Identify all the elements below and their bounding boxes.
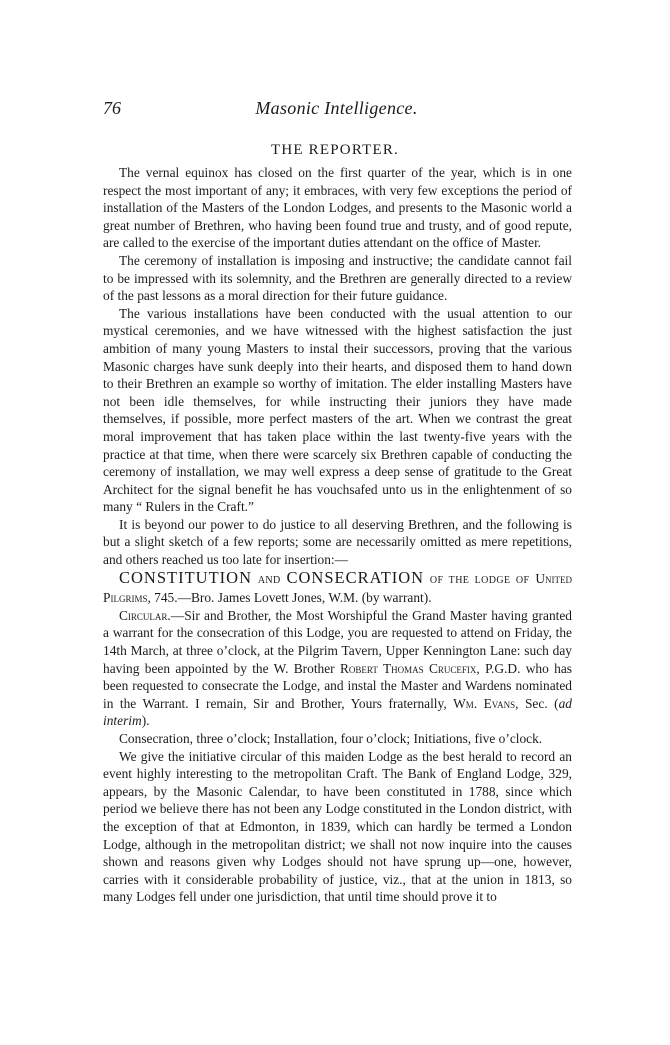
paragraph-ceremony: The ceremony of installation is imposing and instructive; the candidate cannot fail to be impressed with its solemnity, and the Brethren are generally directed to a review of the past lessons as a moral direction for their future guidance.: [103, 252, 572, 304]
paragraph-maiden-lodge: We give the initiative circular of this maiden Lodge as the best herald to record an event highly interesting to the metropolitan Craft. The Bank of England Lodge, 329, appears, by the Masonic Calendar, to have been constituted in 1788, since which period we believe there has not been any Lodge constituted in the London district, with the exception of that at Edmonton, in 1839, which can hardly be termed a London Lodge, although in the metropolitan district; we shall not now inquire into the causes shown and reasons given why Lodges should not have sprung up—one, however, carries with it considerable probability of justice, viz., that at the union in 1813, so many Lodges fell under one jurisdiction, that until time should prove it to: [103, 748, 572, 905]
circular-text-4: ).: [141, 713, 150, 729]
paragraph-vernal-equinox: The vernal equinox has closed on the first quarter of the year, which is in one respect the most important of any; it embraces, with very few exceptions the period of installation of the Masters of the London Lodges, and presents to the Masonic world a great number of Brethren, who having been found true and trusty, and of good repute, are called to the exercise of the important duties attendant on the office of Master.: [103, 165, 572, 251]
circular-text-3: Sec. (: [518, 695, 559, 711]
lodge-heading: [103, 569, 572, 607]
circular-text-1: —Sir and Brother, the Most Worshipful the Grand Master having granted a warrant for the consecration of this Lodge, you are requested to attend on Friday, the 14th March, at three o’clock, at the Pilgrim Tavern, Upper Kennington Lane: such day having been appointed by the W. Brother: [103, 607, 572, 676]
circular-text-2: P.G.D. who has been requested to consecrate the Lodge, and instal the Master and Wardens nominated in the Warrant. I remain, Sir and Brother, Yours fraternally,: [103, 660, 572, 711]
paragraph-installations: The various installations have been conducted with the usual attention to our mystical ceremonies, and we have witnessed with the highest satisfaction the just ambition of many young Masters to instal their successors, proving that the various Masonic charges have sunk deeply into their hearts, and disposed them to hand down to their Brethren an example so worthy of imitation. The elder installing Masters have not been idle themselves, for while instructing their juniors they have made themselves, if possible, more perfect masters of the art. When we contrast the great moral improvement that has taken place within the last twenty-five years with the practice at that time, when there were scarcely six Brethren capable of conducting the ceremony of installation, we may well express a deep sense of gratitude to the Great Architect for the signal benefit he has vouchsafed unto us in the enlightenment of so many “ Rulers in the Craft.”: [103, 305, 572, 515]
ad-interim: ad interim: [103, 695, 572, 729]
paragraph-justice: It is beyond our power to do justice to all deserving Brethren, and the following is but a slight sketch of a few reports; some are necessarily omitted as mere repetitions, and others reached us too late for insertion:—: [103, 516, 572, 568]
page-number: 76: [103, 98, 121, 118]
section-title: THE REPORTER.: [270, 142, 400, 158]
heading-master: 745.—Bro. James Lovett Jones, W.M. (by warrant).: [150, 590, 432, 606]
heading-consecration: CONSECRATION: [286, 567, 425, 587]
consecrator-name: Robert Thomas Crucefix,: [339, 660, 480, 676]
lodge-name: United Pilgrims,: [103, 570, 572, 606]
running-title: Masonic Intelligence.: [255, 98, 418, 118]
heading-and: AND: [257, 574, 281, 586]
signer-name: Wm. Evans,: [453, 695, 519, 711]
circular-label: Circular.: [119, 607, 171, 623]
heading-constitution: CONSTITUTION: [119, 567, 252, 587]
running-head: [103, 98, 570, 120]
heading-of-the-lodge-of: OF THE LODGE OF: [429, 574, 530, 586]
paragraph-schedule: Consecration, three o’clock; Installation, four o’clock; Initiations, five o’clock.: [119, 731, 543, 746]
article-body: [103, 164, 572, 906]
paragraph-circular: [103, 607, 572, 730]
